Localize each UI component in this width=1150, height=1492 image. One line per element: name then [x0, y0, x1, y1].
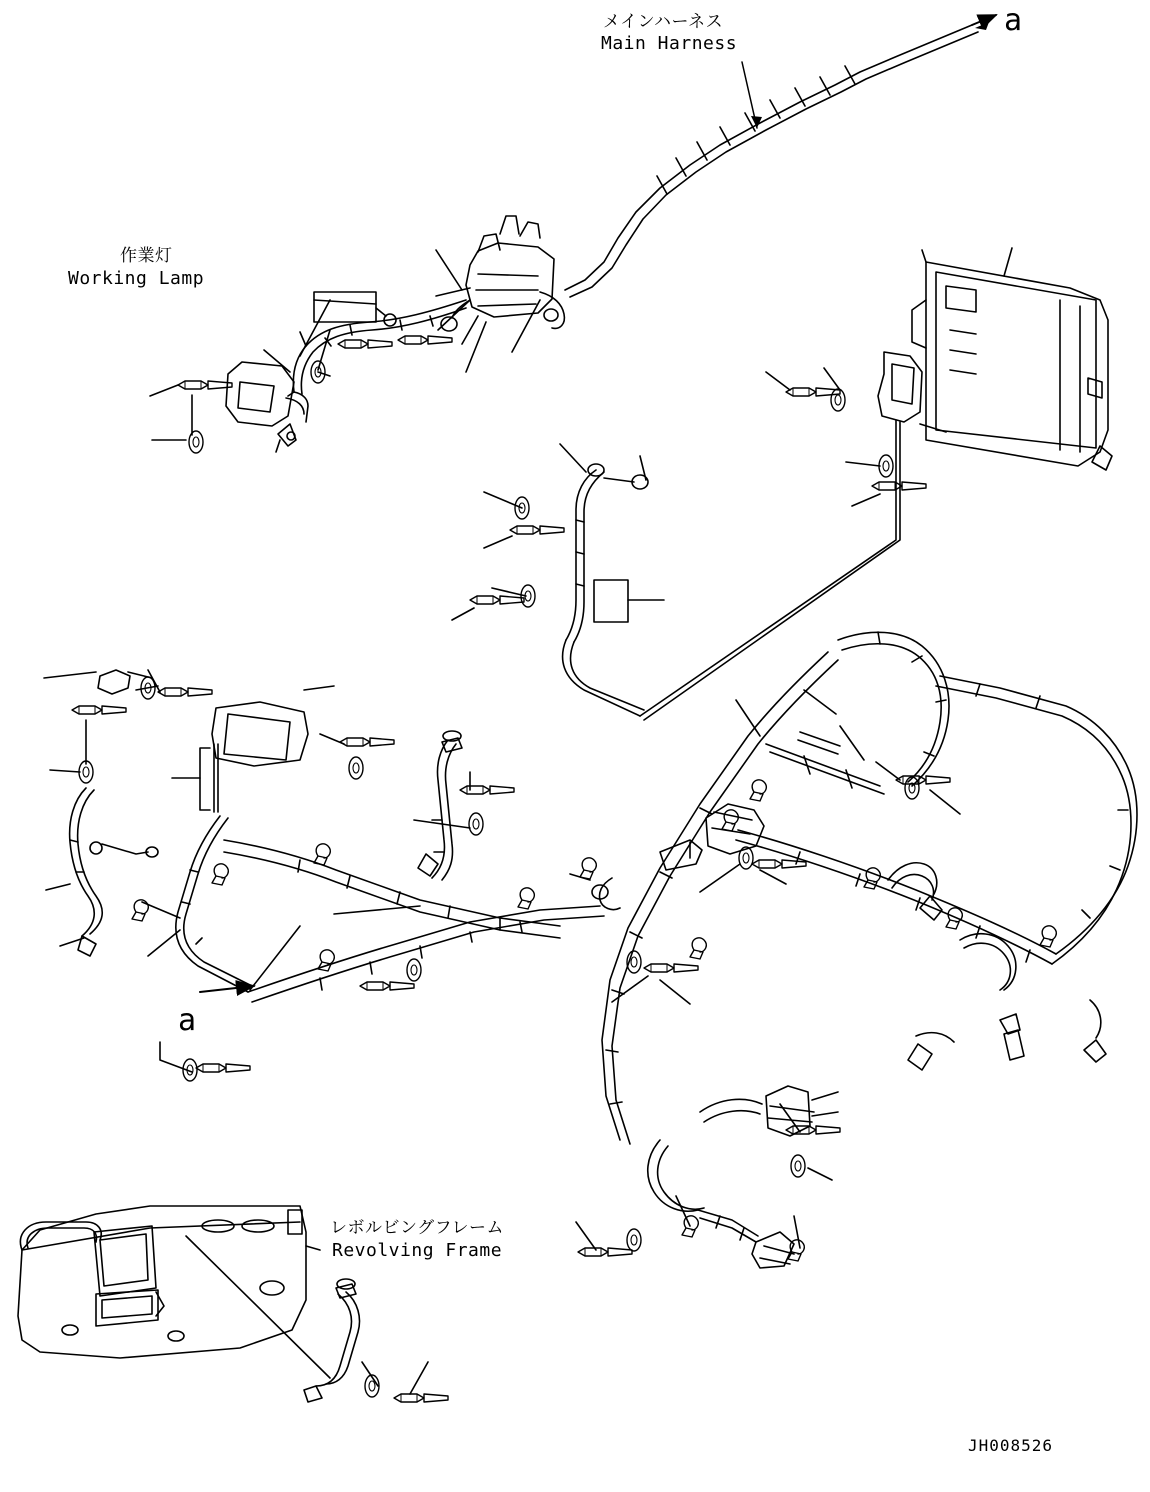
section-mark-a-bottom: a [178, 1003, 197, 1038]
label-revolving-frame-en: Revolving Frame [332, 1240, 503, 1261]
section-mark-a-top: a [1004, 3, 1023, 38]
label-main-harness-jp: メインハーネス [603, 12, 724, 32]
label-main-harness-en: Main Harness [601, 33, 738, 54]
label-working-lamp-jp: 作業灯 [120, 246, 173, 266]
drawing-number: JH008526 [968, 1436, 1054, 1455]
label-revolving-frame-jp: レボルビングフレーム [330, 1218, 504, 1238]
label-working-lamp-en: Working Lamp [68, 268, 205, 289]
